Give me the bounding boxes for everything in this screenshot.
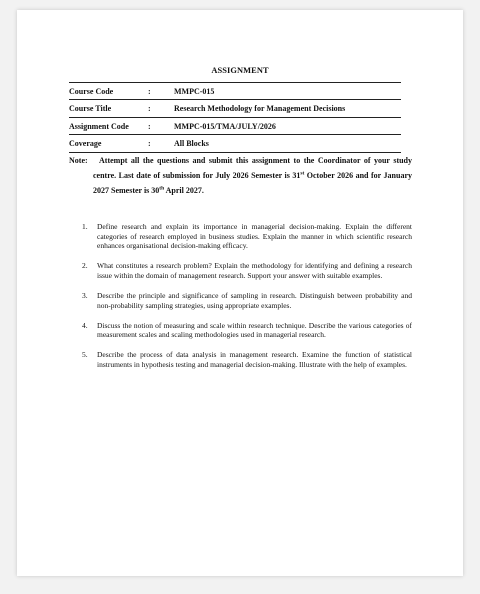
question-number: 3.: [82, 290, 88, 300]
assignment-code-label: Assignment Code: [69, 121, 129, 131]
question-list: [82, 222, 412, 380]
assignment-code-value: MMPC-015/TMA/JULY/2026: [174, 121, 276, 131]
question-number: 5.: [82, 350, 88, 360]
question-item-5: [82, 350, 412, 369]
note-text-2: October 2026 and for January 2027 Semester is 30: [93, 171, 413, 195]
question-item-2: [82, 261, 412, 280]
question-text: Describe the process of data analysis in management research. Examine the function of statistical instruments in hypothesis testing and managerial decision-making. Illustrate with the help of examples.: [97, 350, 412, 369]
question-item-4: [82, 321, 412, 340]
course-title-value: Research Methodology for Management Decisions: [174, 104, 346, 114]
assignment-code-colon: :: [148, 121, 151, 131]
course-code-row: [69, 83, 401, 100]
question-text: What constitutes a research problem? Explain the methodology for identifying and defining a research issue within the domain of management research. Support your answer with suitable examples.: [97, 261, 412, 280]
question-text: Define research and explain its importance in managerial decision-making. Explain the different categories of research employed in business studies. Explain the manner in which scientific research enhances organisational decision-making efficacy.: [97, 222, 412, 251]
question-number: 1.: [82, 222, 88, 231]
question-number: 2.: [82, 261, 88, 271]
course-code-colon: :: [148, 87, 151, 96]
note-text-3: April 2027.: [164, 186, 204, 195]
course-title-colon: :: [148, 104, 151, 114]
course-code-label: Course Code: [69, 87, 114, 96]
note-sup-2: th: [159, 185, 165, 192]
question-text: Discuss the notion of measuring and scale within research technique. Describe the various categories of measurement scales and scaling methodologies used in managerial research.: [97, 320, 412, 340]
course-code-value: MMPC-015: [174, 87, 215, 96]
course-title-label: Course Title: [69, 104, 112, 114]
question-item-1: [82, 222, 412, 251]
question-number: 4.: [82, 320, 88, 330]
note-sup-1: st: [300, 170, 305, 177]
question-item-3: [82, 291, 412, 310]
course-title-row: [69, 100, 401, 117]
note-body: [93, 153, 412, 198]
course-info-table: [69, 82, 401, 153]
coverage-colon: :: [148, 138, 151, 148]
assignment-code-row: [69, 118, 401, 135]
coverage-value: All Blocks: [174, 138, 209, 148]
document-title: ASSIGNMENT: [211, 66, 269, 75]
note-text-1: Attempt all the questions and submit this assignment to the Coordinator of your study centre. Last date of submission for July 2026 Semester is 31: [93, 156, 412, 180]
coverage-label: Coverage: [69, 138, 102, 148]
coverage-row: [69, 135, 401, 152]
question-text: Describe the principle and significance of sampling in research. Distinguish between probability and non-probability sampling strategies, using appropriate examples.: [97, 290, 412, 310]
document-page: [17, 10, 463, 576]
submission-note: [69, 153, 412, 198]
note-label: Note:: [69, 156, 88, 165]
